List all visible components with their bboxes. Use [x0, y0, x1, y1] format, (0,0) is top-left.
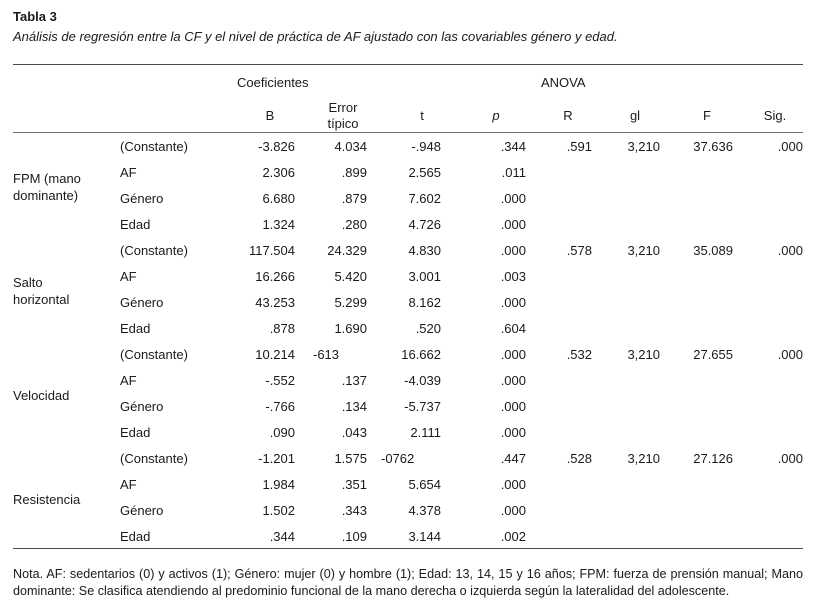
cell-f: 27.655 [693, 347, 733, 362]
header-f: F [703, 108, 711, 123]
row-variable: Edad [120, 217, 151, 232]
cell-gl: 3,210 [627, 139, 660, 154]
header-coeficientes: Coeficientes [237, 75, 309, 90]
cell-p: .000 [500, 217, 526, 232]
cell-b: -.766 [265, 399, 295, 414]
top-rule [13, 64, 803, 65]
cell-gl: 3,210 [627, 243, 660, 258]
group-label: Salto [13, 275, 43, 290]
cell-b: 1.502 [262, 503, 295, 518]
header-p: p [492, 108, 500, 123]
cell-r: .532 [566, 347, 592, 362]
cell-err: .899 [341, 165, 367, 180]
cell-p: .604 [500, 321, 526, 336]
cell-b: 1.984 [262, 477, 295, 492]
cell-err: 1.690 [334, 321, 367, 336]
cell-t: 7.602 [408, 191, 441, 206]
cell-p: .447 [500, 451, 526, 466]
cell-p: .000 [500, 503, 526, 518]
cell-b: 117.504 [248, 243, 295, 258]
table-note: Nota. AF: sedentarios (0) y activos (1); Género: mujer (0) y hombre (1); Edad: 13, 14, 15 y 16 años; FPM: fuerza de prensión manual; Mano dominante: Se clasifica atendiendo al predominio funcional de la mano derecha o izquierda según la lateralidad del adolescente. [13, 567, 803, 598]
header-t: t [420, 108, 424, 123]
cell-p: .000 [500, 191, 526, 206]
cell-b: .344 [269, 529, 295, 544]
cell-p: .000 [500, 425, 526, 440]
cell-err: -613 [313, 347, 340, 362]
cell-b: -1.201 [258, 451, 295, 466]
row-variable: Género [120, 295, 164, 310]
cell-t: -4.039 [404, 373, 441, 388]
cell-b: 16.266 [255, 269, 295, 284]
cell-b: 43.253 [255, 295, 295, 310]
row-variable: (Constante) [120, 243, 188, 258]
cell-sig: .000 [777, 347, 803, 362]
cell-err: 1.575 [334, 451, 367, 466]
cell-b: 6.680 [262, 191, 295, 206]
cell-p: .011 [501, 165, 526, 180]
row-variable: (Constante) [120, 451, 188, 466]
row-variable: Género [120, 191, 164, 206]
cell-p: .344 [500, 139, 526, 154]
cell-p: .003 [500, 269, 526, 284]
header-gl: gl [629, 108, 641, 123]
cell-err: 24.329 [327, 243, 367, 258]
cell-p: .000 [500, 477, 526, 492]
cell-t: 4.378 [408, 503, 441, 518]
row-variable: AF [120, 373, 137, 388]
cell-t: 3.001 [408, 269, 441, 284]
cell-t: 4.830 [408, 243, 441, 258]
cell-r: .591 [566, 139, 592, 154]
row-variable: Edad [120, 425, 151, 440]
header-sig: Sig. [763, 108, 787, 123]
cell-t: 8.162 [408, 295, 441, 310]
cell-r: .528 [566, 451, 592, 466]
cell-err: 4.034 [334, 139, 367, 154]
cell-p: .000 [500, 347, 526, 362]
cell-err: .137 [341, 373, 367, 388]
table-title: Tabla 3 [13, 9, 57, 24]
cell-b: -.552 [265, 373, 295, 388]
cell-b: 10.214 [255, 347, 295, 362]
group-label: horizontal [13, 292, 70, 307]
row-variable: AF [120, 269, 137, 284]
header-error-line1: Error [328, 100, 358, 115]
cell-t: 2.565 [408, 165, 441, 180]
header-error-line2: típico [327, 116, 359, 131]
cell-t: 16.662 [401, 347, 441, 362]
row-variable: Edad [120, 529, 151, 544]
header-r: R [563, 108, 573, 123]
cell-t: -5.737 [404, 399, 441, 414]
group-label: dominante) [13, 188, 79, 203]
cell-err: .351 [341, 477, 367, 492]
cell-err: .343 [341, 503, 367, 518]
cell-gl: 3,210 [627, 347, 660, 362]
cell-r: .578 [566, 243, 592, 258]
cell-err: .879 [341, 191, 367, 206]
cell-p: .000 [500, 243, 526, 258]
cell-t: 5.654 [408, 477, 441, 492]
cell-f: 37.636 [693, 139, 733, 154]
table-caption: Análisis de regresión entre la CF y el nivel de práctica de AF ajustado con las covariables género y edad. [13, 29, 618, 44]
cell-t: -.948 [411, 139, 441, 154]
cell-err: .043 [341, 425, 367, 440]
cell-err: .109 [341, 529, 367, 544]
cell-t: .520 [415, 321, 441, 336]
row-variable: (Constante) [120, 139, 188, 154]
cell-err: 5.420 [334, 269, 367, 284]
cell-p: .000 [500, 399, 526, 414]
cell-b: -3.826 [258, 139, 295, 154]
cell-b: 1.324 [262, 217, 295, 232]
cell-p: .002 [500, 529, 526, 544]
cell-err: .280 [341, 217, 367, 232]
cell-sig: .000 [777, 139, 803, 154]
row-variable: Género [120, 503, 164, 518]
cell-err: 5.299 [334, 295, 367, 310]
cell-t: 2.111 [410, 425, 441, 440]
group-label: FPM (mano [13, 171, 81, 186]
row-variable: Edad [120, 321, 151, 336]
header-rule [13, 132, 803, 133]
group-label: Resistencia [13, 491, 81, 507]
cell-t: 4.726 [408, 217, 441, 232]
cell-err: .134 [341, 399, 367, 414]
header-b: B [265, 108, 275, 123]
cell-t: 3.144 [408, 529, 441, 544]
cell-p: .000 [500, 373, 526, 388]
cell-gl: 3,210 [627, 451, 660, 466]
row-variable: Género [120, 399, 164, 414]
cell-sig: .000 [777, 451, 803, 466]
cell-b: .090 [269, 425, 295, 440]
cell-b: 2.306 [262, 165, 295, 180]
header-anova: ANOVA [541, 75, 586, 90]
row-variable: (Constante) [120, 347, 188, 362]
cell-sig: .000 [777, 243, 803, 258]
row-variable: AF [120, 477, 137, 492]
cell-b: .878 [269, 321, 295, 336]
cell-p: .000 [500, 295, 526, 310]
group-label: Velocidad [13, 387, 70, 403]
row-variable: AF [120, 165, 137, 180]
cell-f: 35.089 [693, 243, 733, 258]
cell-f: 27.126 [693, 451, 733, 466]
bottom-rule [13, 548, 803, 549]
cell-t: -0762 [381, 451, 415, 466]
